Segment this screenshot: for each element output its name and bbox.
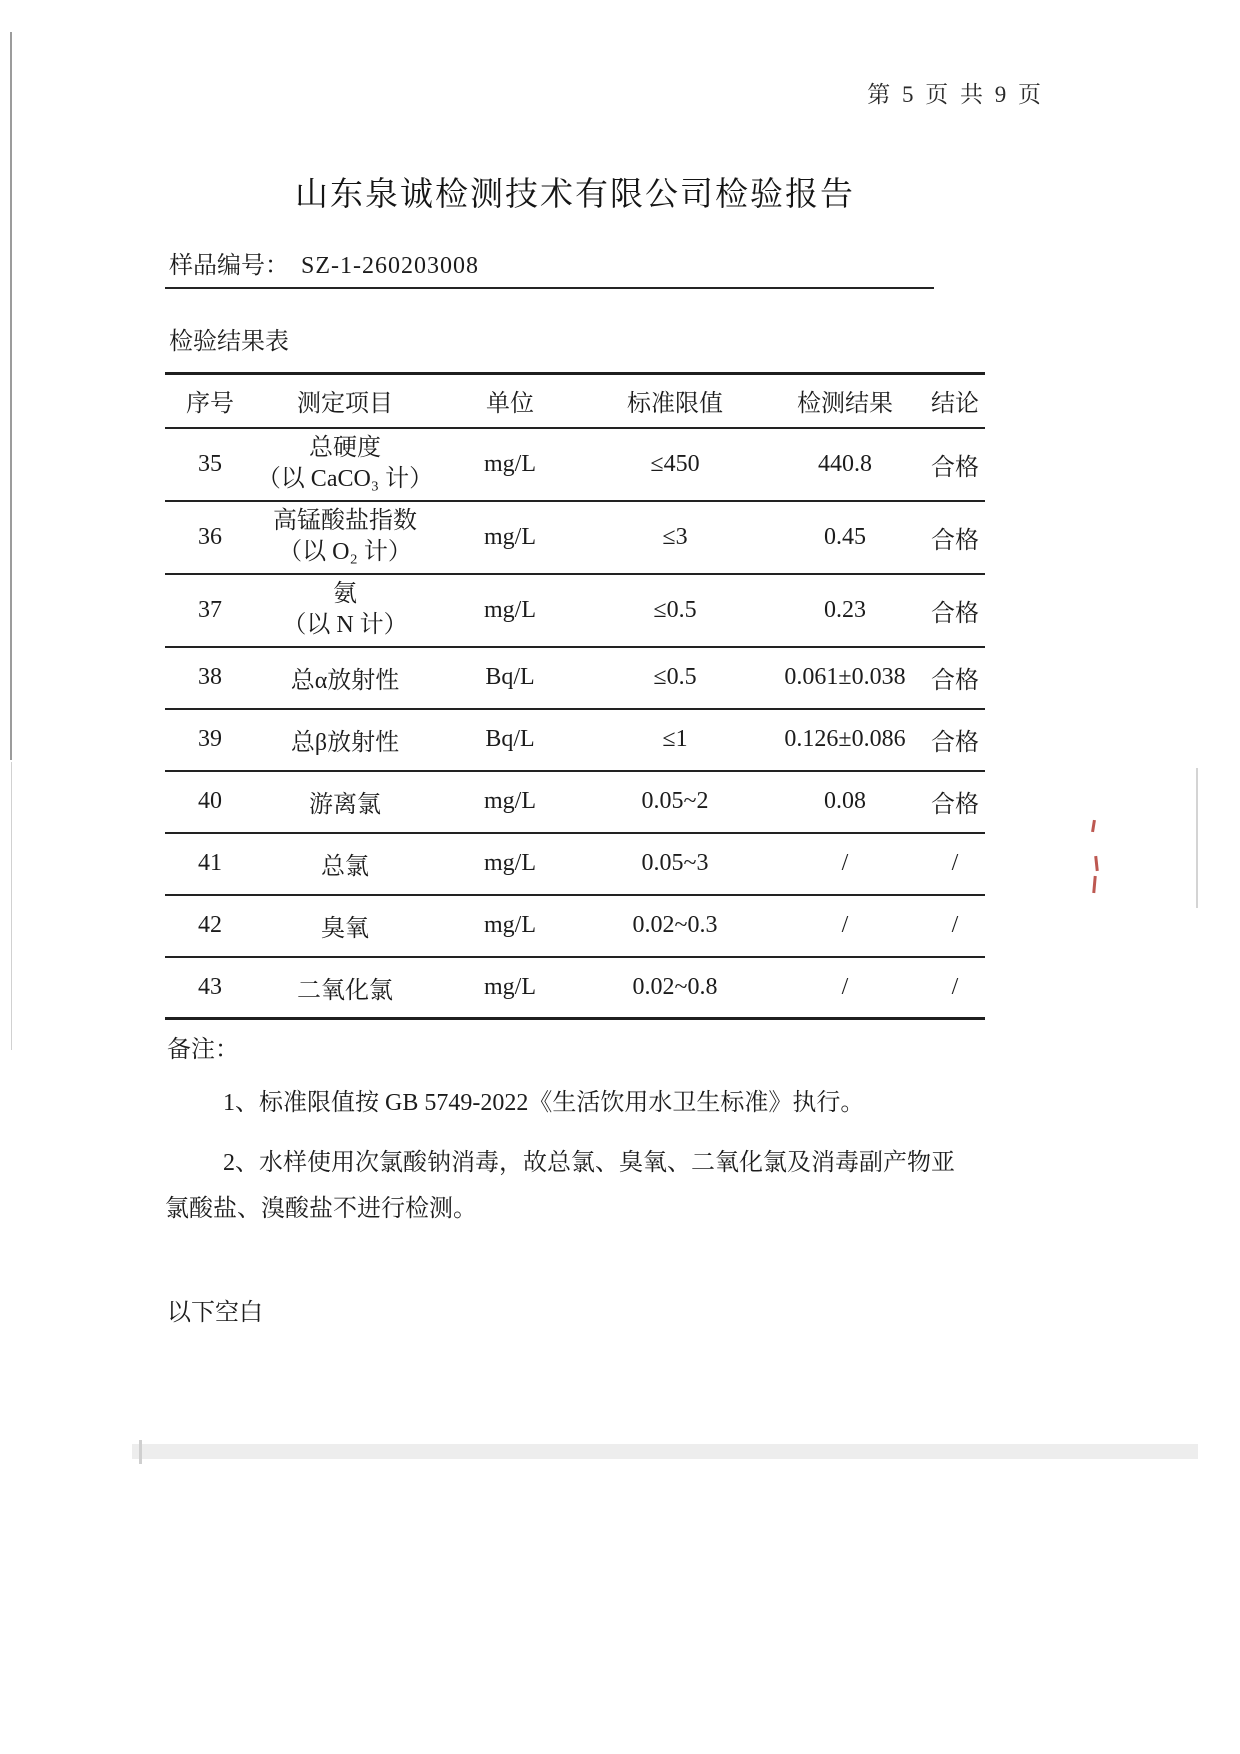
scan-artifact-red-mark <box>1094 856 1099 871</box>
table-row <box>165 833 985 895</box>
sample-number-value: SZ-1-260203008 <box>301 253 479 279</box>
cell-limit: 0.02~0.3 <box>632 912 718 938</box>
col-header-conclusion: 结论 <box>931 391 979 418</box>
cell-limit: 0.02~0.8 <box>632 973 718 1000</box>
col-header-result: 检测结果 <box>797 391 893 418</box>
cell-unit: mg/L <box>484 450 536 477</box>
item-basis: （以 N 计） <box>282 612 408 638</box>
cell-item: 臭氧 <box>321 916 369 942</box>
scan-artifact-red-mark <box>1092 876 1096 893</box>
notes-section <box>165 1034 985 1232</box>
cell-result: 0.08 <box>824 788 866 814</box>
notes-label: 备注： <box>167 1037 239 1063</box>
cell-limit: 0.05~2 <box>641 788 709 814</box>
cell-unit: mg/L <box>484 523 536 550</box>
page-title: 山东泉诚检测技术有限公司检验报告 <box>295 177 855 213</box>
item-name: 氨 <box>333 581 357 607</box>
scan-artifact-left-edge <box>10 32 12 760</box>
cell-conclusion: 合格 <box>931 730 979 756</box>
page-number: 第 5 页 共 9 页 <box>867 82 1044 107</box>
cell-unit: Bq/L <box>485 726 535 752</box>
table-row <box>165 501 985 574</box>
scan-artifact-bottom-tick <box>139 1440 142 1464</box>
cell-seq: 36 <box>198 523 222 550</box>
cell-limit: ≤3 <box>662 523 688 550</box>
cell-unit: mg/L <box>484 596 536 623</box>
cell-conclusion: / <box>951 973 959 1000</box>
cell-result: / <box>841 912 849 938</box>
cell-limit: ≤450 <box>650 450 700 477</box>
scan-artifact-left-edge-2 <box>11 762 12 1050</box>
item-basis: （以 O₂ 计） <box>278 539 412 565</box>
cell-item: 总α放射性 <box>290 668 400 694</box>
cell-conclusion: 合格 <box>931 792 979 818</box>
cell-item: 游离氯 <box>309 792 381 818</box>
cell-unit: mg/L <box>484 912 536 938</box>
cell-conclusion: 合格 <box>931 600 979 627</box>
cell-seq: 40 <box>198 788 222 814</box>
cell-limit: 0.05~3 <box>641 850 709 876</box>
item-name: 总硬度 <box>309 435 381 461</box>
cell-result: 0.23 <box>824 596 866 623</box>
cell-conclusion: 合格 <box>931 668 979 694</box>
col-header-item: 测定项目 <box>297 391 393 418</box>
cell-result: / <box>841 973 849 1000</box>
cell-result: 0.126±0.086 <box>784 726 906 752</box>
cell-seq: 35 <box>198 450 222 477</box>
cell-conclusion: / <box>951 912 959 938</box>
cell-seq: 37 <box>198 596 222 623</box>
item-basis: （以 CaCO₃ 计） <box>256 466 434 492</box>
cell-unit: mg/L <box>484 788 536 814</box>
table-row <box>165 895 985 957</box>
cell-conclusion: 合格 <box>931 454 979 481</box>
cell-seq: 43 <box>198 973 222 1000</box>
cell-result: 0.45 <box>824 523 866 550</box>
cell-seq: 42 <box>198 912 222 938</box>
col-header-seq: 序号 <box>186 391 234 418</box>
results-table <box>165 372 985 1020</box>
cell-result: 0.061±0.038 <box>784 664 906 690</box>
cell-limit: ≤0.5 <box>653 596 697 623</box>
cell-result: 440.8 <box>818 450 872 477</box>
cell-seq: 41 <box>198 850 222 876</box>
table-row <box>165 709 985 771</box>
cell-result: / <box>841 850 849 876</box>
table-row <box>165 957 985 1019</box>
col-header-unit: 单位 <box>486 391 534 418</box>
cell-limit: ≤1 <box>662 726 688 752</box>
cell-item: 二氧化氯 <box>297 977 393 1004</box>
cell-unit: mg/L <box>484 850 536 876</box>
cell-unit: mg/L <box>484 973 536 1000</box>
cell-item <box>255 501 435 574</box>
cell-item: 总β放射性 <box>290 730 400 756</box>
cell-item <box>255 574 435 647</box>
scan-artifact-red-mark <box>1091 820 1096 832</box>
below-blank-text: 以下空白 <box>167 1300 263 1326</box>
cell-unit: Bq/L <box>485 664 535 690</box>
table-row <box>165 574 985 647</box>
cell-item: 总氯 <box>321 854 369 880</box>
cell-seq: 39 <box>198 726 222 752</box>
table-row <box>165 647 985 709</box>
table-row <box>165 771 985 833</box>
col-header-limit: 标准限值 <box>627 391 723 418</box>
sample-number-line <box>165 245 934 289</box>
table-header-row <box>165 374 985 428</box>
sample-number-label: 样品编号： <box>169 253 289 279</box>
cell-item <box>255 428 435 501</box>
report-content <box>165 0 985 1327</box>
table-row <box>165 428 985 501</box>
cell-seq: 38 <box>198 664 222 690</box>
scan-artifact-bottom-shadow <box>132 1444 1198 1459</box>
table-caption: 检验结果表 <box>169 329 289 355</box>
note-item-1: 1、标准限值按 GB 5749-2022《生活饮用水卫生标准》执行。 <box>223 1090 865 1116</box>
scan-artifact-right-edge <box>1196 768 1198 908</box>
cell-conclusion: 合格 <box>931 527 979 554</box>
note-item-2: 2、水样使用次氯酸钠消毒，故总氯、臭氧、二氧化氯及消毒副产物亚氯酸盐、溴酸盐不进行检测。 <box>165 1150 955 1222</box>
item-name: 高锰酸盐指数 <box>273 508 417 534</box>
cell-limit: ≤0.5 <box>653 664 697 690</box>
cell-conclusion: / <box>951 850 959 876</box>
